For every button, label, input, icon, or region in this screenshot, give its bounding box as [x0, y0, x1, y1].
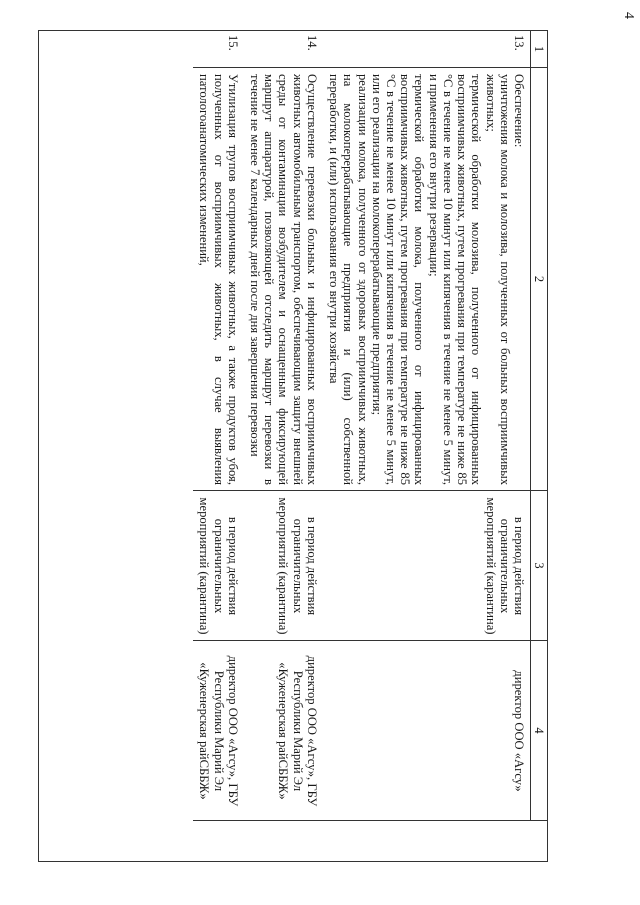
measure-line: Обеспечение: [512, 74, 526, 148]
measure-text [193, 68, 244, 491]
measure-text [323, 68, 530, 491]
measure-line: термической обработки молока, полученного от инфицированных восприимчивых животных, путем прогревания при температуре не ниже 85 °С в течение не менее 10 минут или кипячения в течение не менее 5 минут, или его реализации на молокоперерабатывающие предприятия; [369, 74, 427, 485]
measure-line: термической обработки молозива, полученного от инфицированных восприимчивых животных, путем прогревания при температуре не ниже 85 °С в течение не менее 10 минут или кипячения в течение не менее 5 минут, и применения его внутри резервации; [426, 74, 484, 485]
measure-term: в период действия ограничительных мероприятий (карантина) [323, 491, 530, 641]
measure-responsible: директор ООО «Агсу», ГБУ Республики Марий Эл «Куженерская райСББЖ» [193, 641, 244, 821]
column-header-4: 4 [530, 641, 547, 821]
measure-text [244, 68, 323, 491]
measure-term: в период действия ограничительных мероприятий (карантина) [193, 491, 244, 641]
measure-responsible: директор ООО «Агсу» [323, 641, 530, 821]
row-number: 14. [244, 31, 323, 68]
measure-term: в период действия ограничительных мероприятий (карантина) [244, 491, 323, 641]
column-header-2: 2 [530, 68, 547, 491]
measure-responsible: директор ООО «Агсу», ГБУ Республики Марий Эл «Куженерская райСББЖ» [244, 641, 323, 821]
column-header-3: 3 [530, 491, 547, 641]
measure-line: уничтожения молока и молозива, полученных от больных восприимчивых животных; [483, 74, 512, 485]
measure-line: Утилизация трупов восприимчивых животных, а также продуктов убоя, полученных от восприимчивых животных, в случае выявления патологоанатомических изменений, [197, 74, 240, 485]
measure-line: Осуществление перевозки больных и инфицированных восприимчивых животных автомобильным транспортом, обеспечивающим защиту внешней среды от контаминации возбудителем и оснащенным фиксирующей маршрут аппаратурой, позволяющей отследить маршрут перевозки в течение не менее 7 календарных дней после дня завершения перевозки [248, 74, 319, 485]
row-number: 15. [193, 31, 244, 68]
measures-table [38, 30, 548, 862]
column-header-1: 1 [530, 31, 547, 68]
page-number: 4 [621, 12, 636, 19]
measure-line: реализации молока, полученного от здоровых восприимчивых животных, на молокоперерабатывающие предприятия и (или) собственной переработки, и (или) использования его внутри хозяйства [327, 74, 370, 485]
row-number: 13. [323, 31, 530, 68]
